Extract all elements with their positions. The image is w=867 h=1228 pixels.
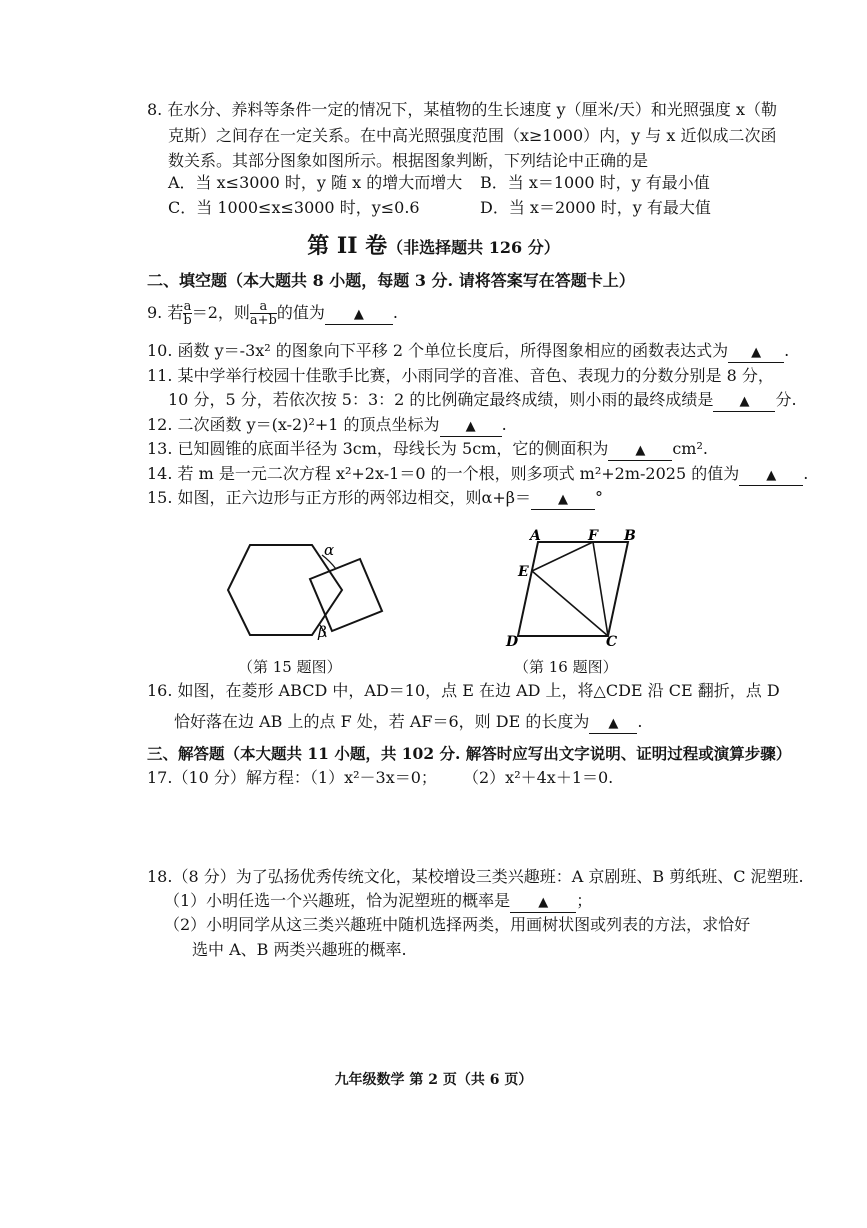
q9-answer-blank (325, 304, 393, 325)
blank-triangle-icon: ▲ (465, 419, 476, 434)
q9-prefix: 9. 若 (147, 303, 184, 322)
figure-15-hexagon-square (220, 535, 410, 645)
q11-line1: 11. 某中学举行校园十佳歌手比赛，小雨同学的音准、音色、表现力的分数分别是 8 分， (147, 366, 774, 385)
q8-line2: 克斯）之间存在一定关系。在中高光照强度范围（x≥1000）内，y 与 x 近似成二次函 (168, 126, 777, 145)
q13-text: 13. 已知圆锥的底面半径为 3cm，母线长为 5cm，它的侧面积为 (147, 439, 609, 458)
q15 (147, 487, 603, 510)
q9-frac2-den: a+b (249, 313, 277, 328)
figure-16-caption: （第 16 题图） (514, 658, 618, 676)
figure-16-rhombus (500, 528, 650, 648)
q8-choice-c: C．当 1000≤x≤3000 时，y≤0.6 (168, 198, 420, 217)
q16-line2 (174, 711, 642, 734)
q18-line1: 18.（8 分）为了弘扬优秀传统文化，某校增设三类兴趣班：A 京剧班、B 剪纸班、C 泥塑班. (147, 867, 804, 886)
point-c-label: C (606, 634, 618, 648)
segment-ef (532, 542, 593, 571)
q12-answer-blank (440, 416, 502, 437)
q16-line1: 16. 如图，在菱形 ABCD 中，AD＝10，点 E 在边 AD 上，将△CDE 沿 CE 翻折，点 D (147, 681, 780, 700)
blank-triangle-icon: ▲ (353, 307, 364, 322)
q12 (147, 414, 507, 437)
q18-sub1-end: ； (576, 891, 593, 910)
q9-frac2-num: a (250, 300, 277, 314)
q15-text: 15. 如图，正六边形与正方形的两邻边相交，则α+β＝ (147, 488, 531, 507)
blank-triangle-icon: ▲ (766, 468, 777, 483)
point-a-label: A (530, 528, 541, 544)
q14-text: 14. 若 m 是一元二次方程 x²+2x-1＝0 的一个根，则多项式 m²+2m-2025 的值为 (147, 464, 740, 483)
q13 (147, 438, 708, 461)
point-b-label: B (624, 528, 636, 544)
q9-frac1-num: a (183, 299, 192, 314)
segment-ce (532, 571, 608, 636)
q10-end: . (784, 341, 790, 360)
q18-sub2-line1: （2）小明同学从这三类兴趣班中随机选择两类，用画树状图或列表的方法，求恰好 (164, 915, 751, 934)
q9-suffix: 的值为 (276, 303, 325, 322)
q9-end: . (392, 303, 398, 322)
q18-sub1-text: （1）小明任选一个兴趣班，恰为泥塑班的概率是 (164, 891, 511, 910)
q13-end: cm². (672, 439, 708, 458)
q11-line2 (168, 389, 797, 412)
part-title-main: 第 II 卷 (307, 233, 388, 259)
q14-end: . (803, 464, 809, 483)
q8-choice-d: D．当 x＝2000 时，y 有最大值 (480, 198, 711, 217)
rhombus-abcd (518, 542, 628, 636)
q9-fraction-1 (183, 300, 191, 327)
q16-text: 恰好落在边 AB 上的点 F 处，若 AF＝6，则 DE 的长度为 (174, 712, 590, 731)
q17-part2: （2）x²＋4x＋1＝0. (463, 768, 614, 787)
q16-end: . (637, 712, 643, 731)
q11-text: 10 分，5 分，若依次按 5：3：2 的比例确定最终成绩，则小雨的最终成绩是 (168, 390, 714, 409)
part-title (0, 229, 867, 260)
q18-sub1 (164, 890, 592, 913)
segment-fc (593, 542, 608, 636)
q10 (147, 340, 789, 363)
q17-part1: 17.（10 分）解方程：（1）x²－3x＝0； (147, 768, 437, 787)
q14 (147, 463, 808, 486)
q13-answer-blank (608, 440, 672, 461)
q8-line1: 8. 在水分、养料等条件一定的情况下，某植物的生长速度 y（厘米/天）和光照强度 x（勒 (147, 100, 777, 119)
q8-choice-a: A．当 x≤3000 时，y 随 x 的增大而增大 (168, 173, 463, 192)
q18-sub2-line2: 选中 A、B 两类兴趣班的概率. (192, 940, 407, 959)
q16-answer-blank (589, 713, 637, 734)
q14-answer-blank (739, 465, 803, 486)
blank-triangle-icon: ▲ (635, 443, 646, 458)
q9-middle: ＝2，则 (191, 303, 250, 322)
point-d-label: D (506, 634, 519, 648)
q18-answer-blank (510, 892, 576, 913)
point-e-label: E (518, 564, 529, 580)
figure-15-caption: （第 15 题图） (238, 658, 342, 676)
point-f-label: F (588, 528, 598, 544)
q9 (147, 300, 398, 327)
q9-frac1-den: b (183, 313, 192, 328)
blank-triangle-icon: ▲ (558, 492, 568, 507)
part-title-sub: （非选择题共 126 分） (387, 238, 560, 257)
q10-text: 10. 函数 y＝-3x² 的图象向下平移 2 个单位长度后，所得图象相应的函数表达式为 (147, 341, 729, 360)
alpha-label: α (324, 541, 335, 559)
q9-fraction-2 (250, 300, 277, 327)
q8-choice-b: B．当 x＝1000 时，y 有最小值 (480, 173, 710, 192)
section-fill-blank-heading: 二、填空题（本大题共 8 小题，每题 3 分. 请将答案写在答题卡上） (147, 271, 635, 290)
beta-label: β (318, 623, 327, 641)
blank-triangle-icon: ▲ (739, 394, 750, 409)
q15-end: ° (595, 488, 603, 507)
q15-answer-blank (531, 489, 595, 510)
q12-text: 12. 二次函数 y＝(x-2)²+1 的顶点坐标为 (147, 415, 440, 434)
q8-line3: 数关系。其部分图象如图所示。根据图象判断，下列结论中正确的是 (168, 151, 649, 170)
blank-triangle-icon: ▲ (751, 345, 762, 360)
section-solve-heading: 三、解答题（本大题共 11 小题，共 102 分. 解答时应写出文字说明、证明过程或演算步骤） (147, 744, 792, 763)
blank-triangle-icon: ▲ (538, 895, 549, 910)
q10-answer-blank (728, 342, 784, 363)
q12-end: . (501, 415, 507, 434)
blank-triangle-icon: ▲ (608, 716, 619, 731)
q11-answer-blank (713, 391, 775, 412)
q11-end: 分. (775, 390, 797, 409)
page-footer: 九年级数学 第 2 页（共 6 页） (334, 1072, 533, 1088)
